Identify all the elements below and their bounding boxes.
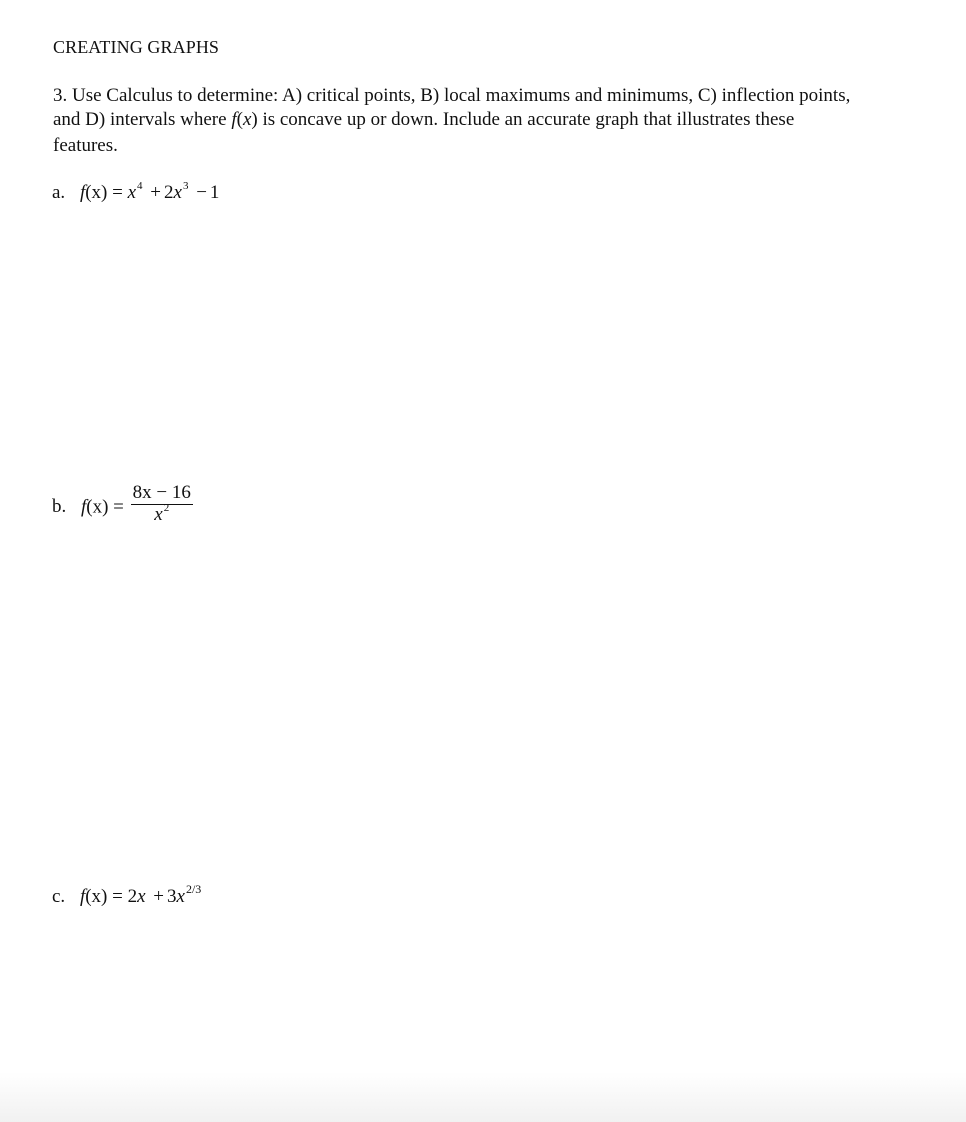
part-a-constant: 1 [209,182,220,203]
part-a-function-name: f [79,182,86,203]
part-c-lhs: (x) = [85,886,123,907]
part-c-op1: + [153,886,164,907]
part-b-label: b. [52,496,67,518]
part-a-term2-base: x [173,182,182,203]
problem-line-2-start: and D) intervals where [53,109,232,130]
part-b-lhs: (x) = [86,496,124,518]
part-a-equation [52,182,219,204]
part-b-den-base: x [154,504,163,525]
part-a-label: a. [52,182,66,203]
function-notation [231,109,257,130]
part-b-numerator: 8x − 16 [132,482,191,503]
part-a-op2: − [196,182,207,203]
part-c-term2-exponent: 2/3 [185,882,202,896]
function-variable: x [242,109,252,130]
problem-line-2-end: is concave up or down. Include an accurate graph that illustrates these [257,109,795,130]
part-b-fraction [131,483,193,527]
close-paren: ) [251,109,258,130]
part-a-term1-base: x [127,182,137,203]
part-c-term1: 2 [127,886,138,907]
part-c-term1-var: x [137,886,146,907]
function-name: f [231,109,237,130]
page-heading: CREATING GRAPHS [53,37,220,57]
part-a-term2-coef: 2 [164,182,174,203]
page-bottom-shadow [0,1072,966,1122]
part-c-function-name: f [79,886,86,907]
problem-statement [53,84,913,158]
part-c-equation [52,882,202,908]
part-a-lhs: (x) = [85,182,123,203]
open-paren: ( [236,109,243,130]
part-b-function-name: f [81,496,87,518]
problem-line-2 [53,108,913,132]
part-c-label: c. [52,886,66,907]
part-b-den-exponent: 2 [163,502,170,514]
part-b-equation [52,482,193,530]
part-a-term1-exponent: 4 [137,180,143,192]
part-a-op1: + [150,182,161,203]
part-b-denominator [131,502,193,527]
part-c-term2-base: x [176,886,185,907]
problem-line-1: 3. Use Calculus to determine: A) critical points, B) local maximums and minimums, C) inflection points, [53,85,851,106]
problem-line-3: features. [53,135,118,156]
part-a-term2-exponent: 3 [182,180,189,192]
part-c-term2-coef: 3 [167,886,177,907]
